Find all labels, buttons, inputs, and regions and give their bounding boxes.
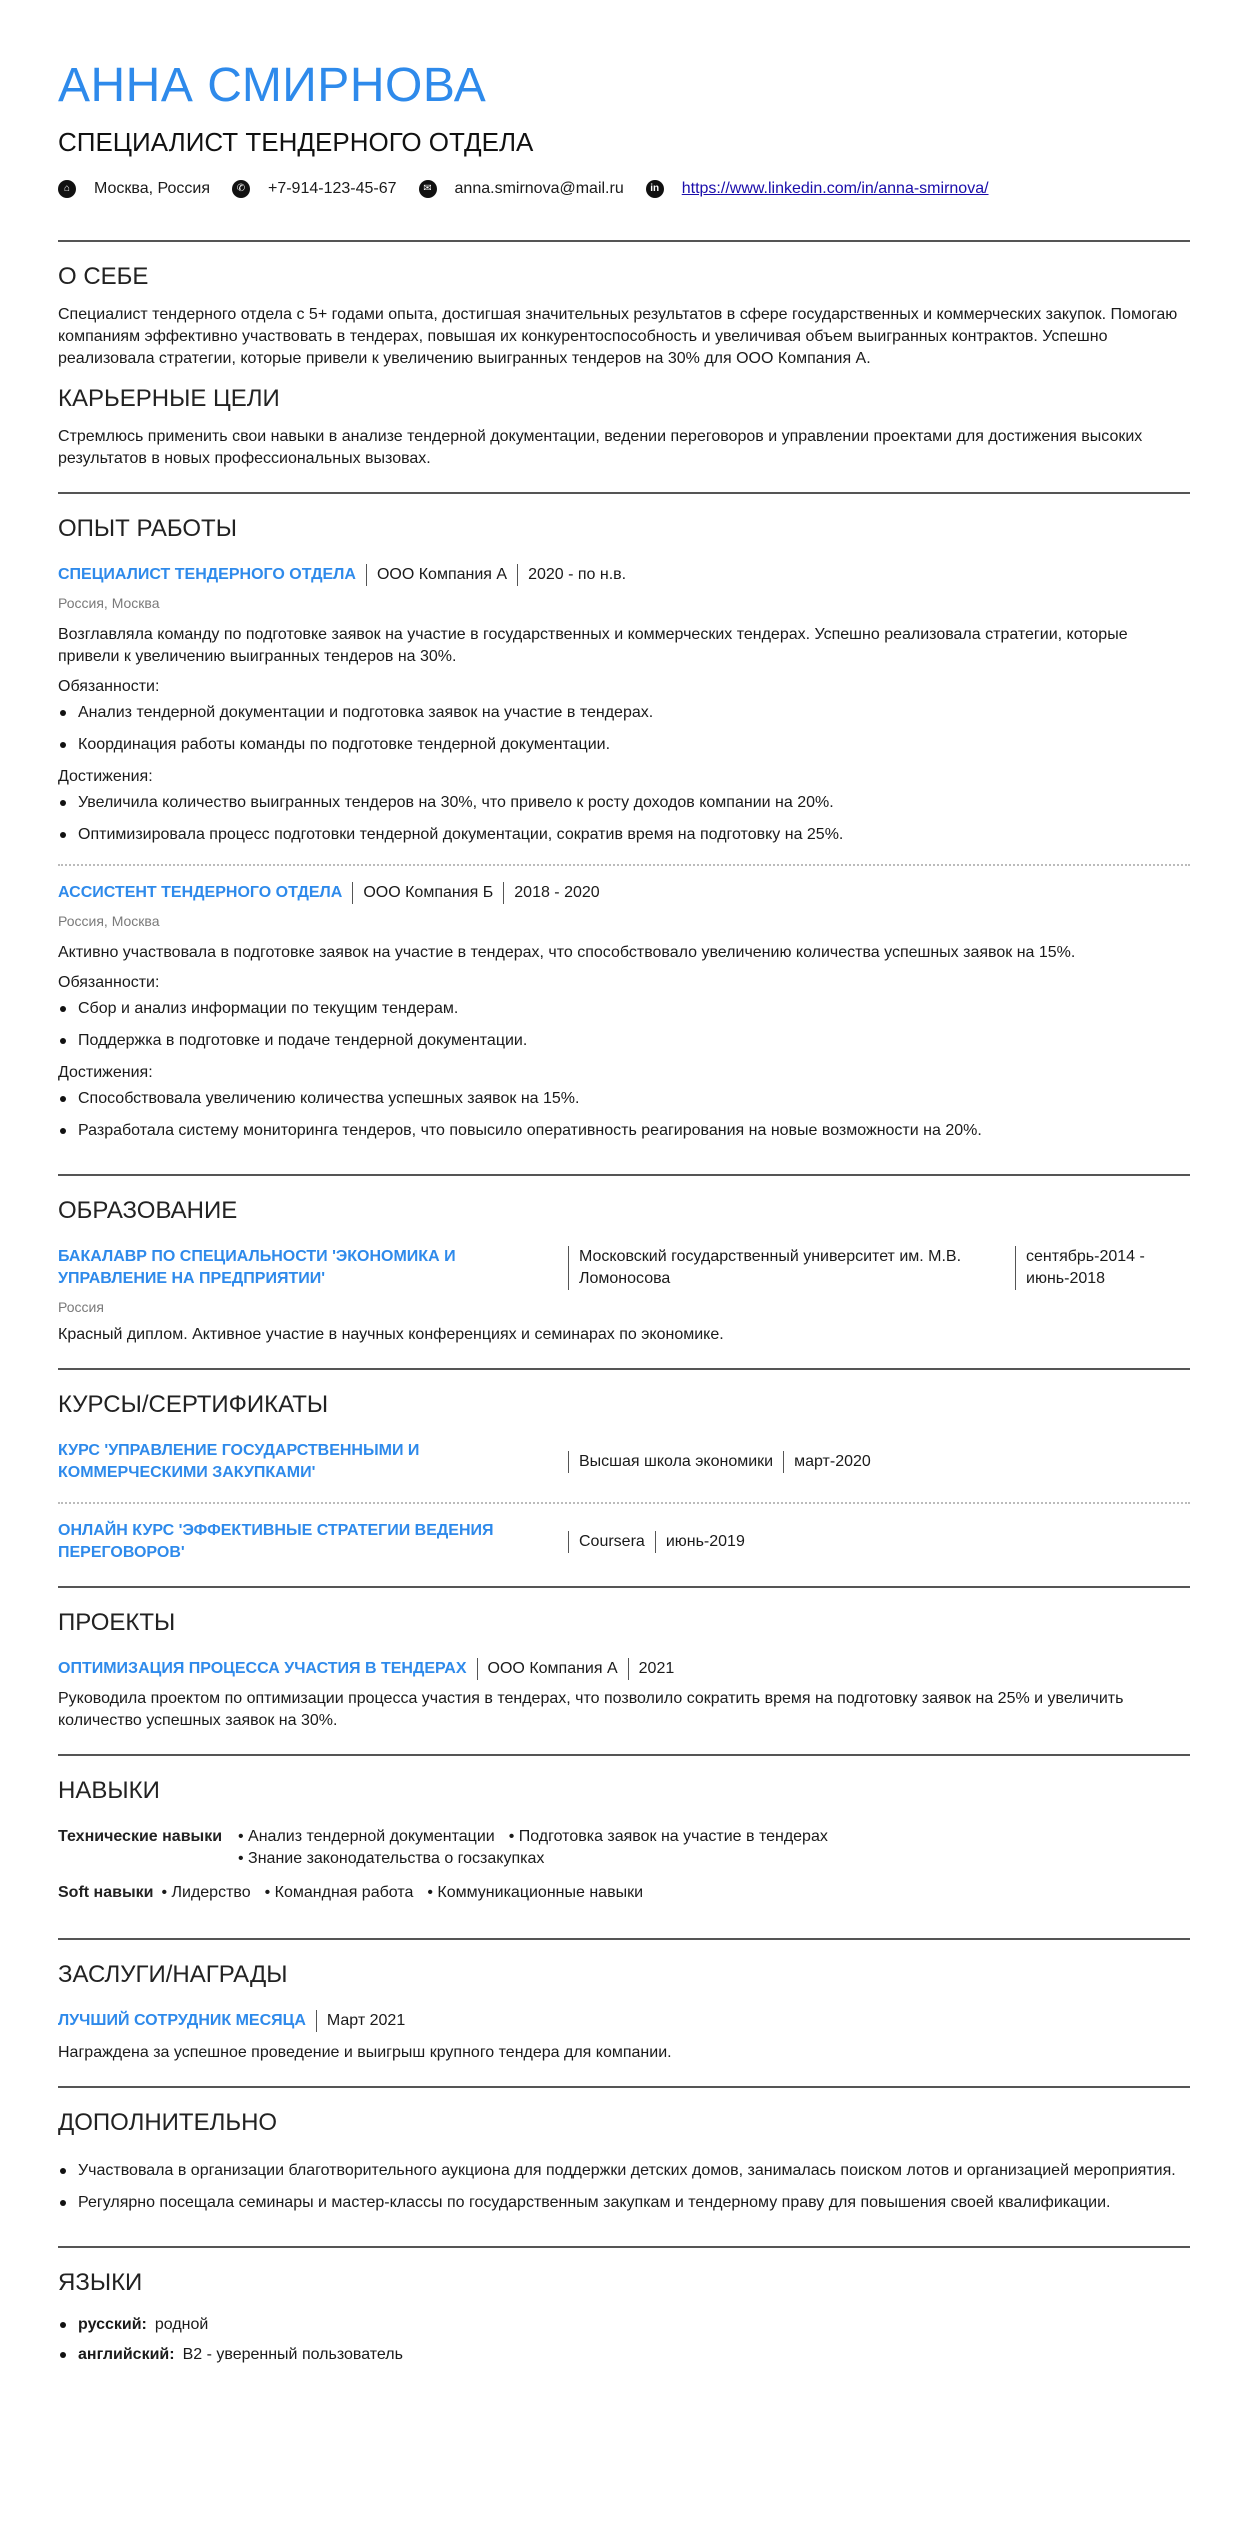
resume-header: [58, 58, 1190, 200]
duties-label: Обязанности:: [58, 974, 160, 991]
entry-separator: [58, 864, 1190, 866]
job-location: Россия, Москва: [58, 913, 160, 929]
job-position: СПЕЦИАЛИСТ ТЕНДЕРНОГО ОТДЕЛА: [58, 566, 356, 583]
education-section: [58, 1176, 1190, 1368]
course-date: март-2020: [783, 1451, 871, 1473]
duties-list: [58, 702, 1190, 756]
additional-list: [58, 2160, 1190, 2214]
skill-item: • Коммуникационные навыки: [427, 1882, 643, 1904]
duties-label: Обязанности:: [58, 678, 160, 695]
contact-email: [419, 178, 624, 200]
contact-location: [58, 178, 210, 200]
course-entry: [58, 1520, 1190, 1564]
course-provider: Высшая школа экономики: [568, 1451, 773, 1473]
award-date: Март 2021: [316, 2010, 405, 2032]
job-position: АССИСТЕНТ ТЕНДЕРНОГО ОТДЕЛА: [58, 884, 343, 901]
skill-item: • Анализ тендерной документации: [238, 1826, 495, 1848]
section-heading: ОПЫТ РАБОТЫ: [58, 515, 237, 542]
section-heading: КУРСЫ/СЕРТИФИКАТЫ: [58, 1391, 329, 1418]
entry-separator: [58, 1502, 1190, 1504]
list-item: Способствовала увеличению количества успешных заявок на 15%.: [58, 1088, 1190, 1110]
job-company: ООО Компания А: [366, 564, 507, 586]
home-icon: ⌂: [58, 180, 76, 198]
award-header: [58, 2010, 1190, 2032]
contact-linkedin: [646, 178, 989, 200]
projects-section: [58, 1588, 1190, 1754]
list-item: Оптимизировала процесс подготовки тендерной документации, сократив время на подготовку на 25%.: [58, 824, 1190, 846]
achievements-label: Достижения:: [58, 1064, 153, 1081]
language-name: английский:: [78, 2346, 175, 2363]
section-heading: ОБРАЗОВАНИЕ: [58, 1197, 238, 1224]
job-location: Россия, Москва: [58, 595, 160, 611]
job-period: 2020 - по н.в.: [517, 564, 626, 586]
section-heading: НАВЫКИ: [58, 1777, 160, 1804]
job-entry: [58, 564, 1190, 846]
project-text: Руководила проектом по оптимизации процесса участия в тендерах, что позволило сократить время на подготовку заявок на 25% и увеличить количество успешных заявок на 30%.: [58, 1690, 1124, 1729]
section-heading: ПРОЕКТЫ: [58, 1609, 176, 1636]
project-year: 2021: [628, 1658, 675, 1680]
list-item: Сбор и анализ информации по текущим тендерам.: [58, 998, 1190, 1020]
technical-skills-list: [238, 1826, 938, 1870]
job-summary: Возглавляла команду по подготовке заявок на участие в государственных и коммерческих тендерах. Успешно реализовала стратегии, которые привели к увеличению выигранных тендеров на 30%.: [58, 626, 1128, 665]
education-period: сентябрь-2014 - июнь-2018: [1015, 1246, 1190, 1290]
goals-text: Стремлюсь применить свои навыки в анализе тендерной документации, ведении переговоров и управлении проектами для достижения высоких результатов в новых профессиональных вызовах.: [58, 428, 1143, 467]
list-item: Увеличила количество выигранных тендеров на 30%, что привело к росту доходов компании на 20%.: [58, 792, 1190, 814]
education-entry: [58, 1246, 1190, 1290]
languages-list: [58, 2314, 1190, 2366]
language-item: [58, 2344, 1190, 2366]
job-period: 2018 - 2020: [503, 882, 599, 904]
course-entry: [58, 1440, 1190, 1484]
skill-item: • Командная работа: [265, 1882, 414, 1904]
institution: Московский государственный университет им. М.В. Ломоносова: [568, 1246, 1015, 1290]
candidate-name: АННА СМИРНОВА: [58, 59, 487, 112]
list-item: Анализ тендерной документации и подготовка заявок на участие в тендерах.: [58, 702, 1190, 724]
project-header: [58, 1658, 1190, 1680]
job-summary: Активно участвовала в подготовке заявок на участие в тендерах, что способствовало увеличению количества успешных заявок на 15%.: [58, 944, 1076, 961]
experience-section: [58, 494, 1190, 1174]
about-text: Специалист тендерного отдела с 5+ годами опыта, достигшая значительных результатов в сфере государственных и коммерческих закупок. Помогаю компаниям эффективно участвовать в тендерах, повышая их конкурентоспособность и увеличивая объем выигранных контрактов. Успешно реализовала стратегии, которые привели к увеличению выигранных тендеров на 30% для ООО Компания А.: [58, 306, 1178, 367]
list-item: Разработала систему мониторинга тендеров, что повысило оперативность реагирования на новые возможности на 20%.: [58, 1120, 1190, 1142]
language-level: родной: [154, 2316, 209, 2333]
linkedin-link[interactable]: https://www.linkedin.com/in/anna-smirnova/: [681, 180, 989, 197]
goals-section: [58, 384, 1190, 492]
award-text: Награждена за успешное проведение и выигрыш крупного тендера для компании.: [58, 2044, 672, 2061]
project-company: ООО Компания А: [477, 1658, 618, 1680]
section-heading: КАРЬЕРНЫЕ ЦЕЛИ: [58, 385, 280, 412]
about-section: [58, 242, 1190, 384]
section-heading: О СЕБЕ: [58, 263, 149, 290]
awards-section: [58, 1940, 1190, 2086]
list-item: Регулярно посещала семинары и мастер-классы по государственным закупкам и тендерному праву для повышения своей квалификации.: [58, 2192, 1190, 2214]
achievements-list: [58, 1088, 1190, 1142]
job-header: [58, 564, 1190, 586]
languages-section: [58, 2248, 1190, 2398]
candidate-title: СПЕЦИАЛИСТ ТЕНДЕРНОГО ОТДЕЛА: [58, 127, 534, 157]
education-details: Красный диплом. Активное участие в научных конференциях и семинарах по экономике.: [58, 1326, 724, 1343]
mail-icon: ✉: [419, 180, 437, 198]
language-level: B2 - уверенный пользователь: [182, 2346, 403, 2363]
award-name: ЛУЧШИЙ СОТРУДНИК МЕСЯЦА: [58, 2012, 306, 2029]
linkedin-icon: in: [646, 180, 664, 198]
job-entry: [58, 882, 1190, 1142]
course-name: КУРС 'УПРАВЛЕНИЕ ГОСУДАРСТВЕННЫМИ И КОММЕРЧЕСКИМИ ЗАКУПКАМИ': [58, 1442, 420, 1481]
phone-text: +7-914-123-45-67: [267, 180, 397, 197]
courses-section: [58, 1370, 1190, 1586]
soft-skills-label: Soft навыки: [58, 1884, 154, 1901]
language-item: [58, 2314, 1190, 2336]
technical-skills-label: Технические навыки: [58, 1828, 223, 1845]
duties-list: [58, 998, 1190, 1052]
education-location: Россия: [58, 1299, 104, 1315]
contact-bar: [58, 178, 1190, 200]
course-name: ОНЛАЙН КУРС 'ЭФФЕКТИВНЫЕ СТРАТЕГИИ ВЕДЕНИЯ ПЕРЕГОВОРОВ': [58, 1522, 494, 1561]
job-header: [58, 882, 1190, 904]
section-heading: ДОПОЛНИТЕЛЬНО: [58, 2109, 278, 2136]
email-text: anna.smirnova@mail.ru: [454, 180, 624, 197]
language-name: русский:: [78, 2316, 147, 2333]
list-item: Участвовала в организации благотворительного аукциона для поддержки детских домов, занималась поиском лотов и организацией мероприятия.: [58, 2160, 1190, 2182]
skill-item: • Подготовка заявок на участие в тендерах: [509, 1826, 828, 1848]
location-text: Москва, Россия: [94, 180, 210, 197]
course-date: июнь-2019: [655, 1531, 745, 1553]
skills-section: [58, 1756, 1190, 1938]
skill-item: • Знание законодательства о госзакупках: [238, 1848, 544, 1870]
section-heading: ЗАСЛУГИ/НАГРАДЫ: [58, 1961, 288, 1988]
technical-skills-row: [58, 1826, 1190, 1870]
list-item: Координация работы команды по подготовке тендерной документации.: [58, 734, 1190, 756]
project-name: ОПТИМИЗАЦИЯ ПРОЦЕССА УЧАСТИЯ В ТЕНДЕРАХ: [58, 1660, 467, 1677]
contact-phone: [232, 178, 397, 200]
achievements-label: Достижения:: [58, 768, 153, 785]
course-provider: Coursera: [568, 1531, 645, 1553]
list-item: Поддержка в подготовке и подаче тендерной документации.: [58, 1030, 1190, 1052]
soft-skills-list: [161, 1882, 657, 1904]
achievements-list: [58, 792, 1190, 846]
soft-skills-row: [58, 1882, 1190, 1904]
degree: БАКАЛАВР ПО СПЕЦИАЛЬНОСТИ 'ЭКОНОМИКА И УПРАВЛЕНИЕ НА ПРЕДПРИЯТИИ': [58, 1248, 456, 1287]
phone-icon: ✆: [232, 180, 250, 198]
additional-section: [58, 2088, 1190, 2246]
section-heading: ЯЗЫКИ: [58, 2269, 143, 2296]
skill-item: • Лидерство: [161, 1882, 250, 1904]
job-company: ООО Компания Б: [352, 882, 493, 904]
